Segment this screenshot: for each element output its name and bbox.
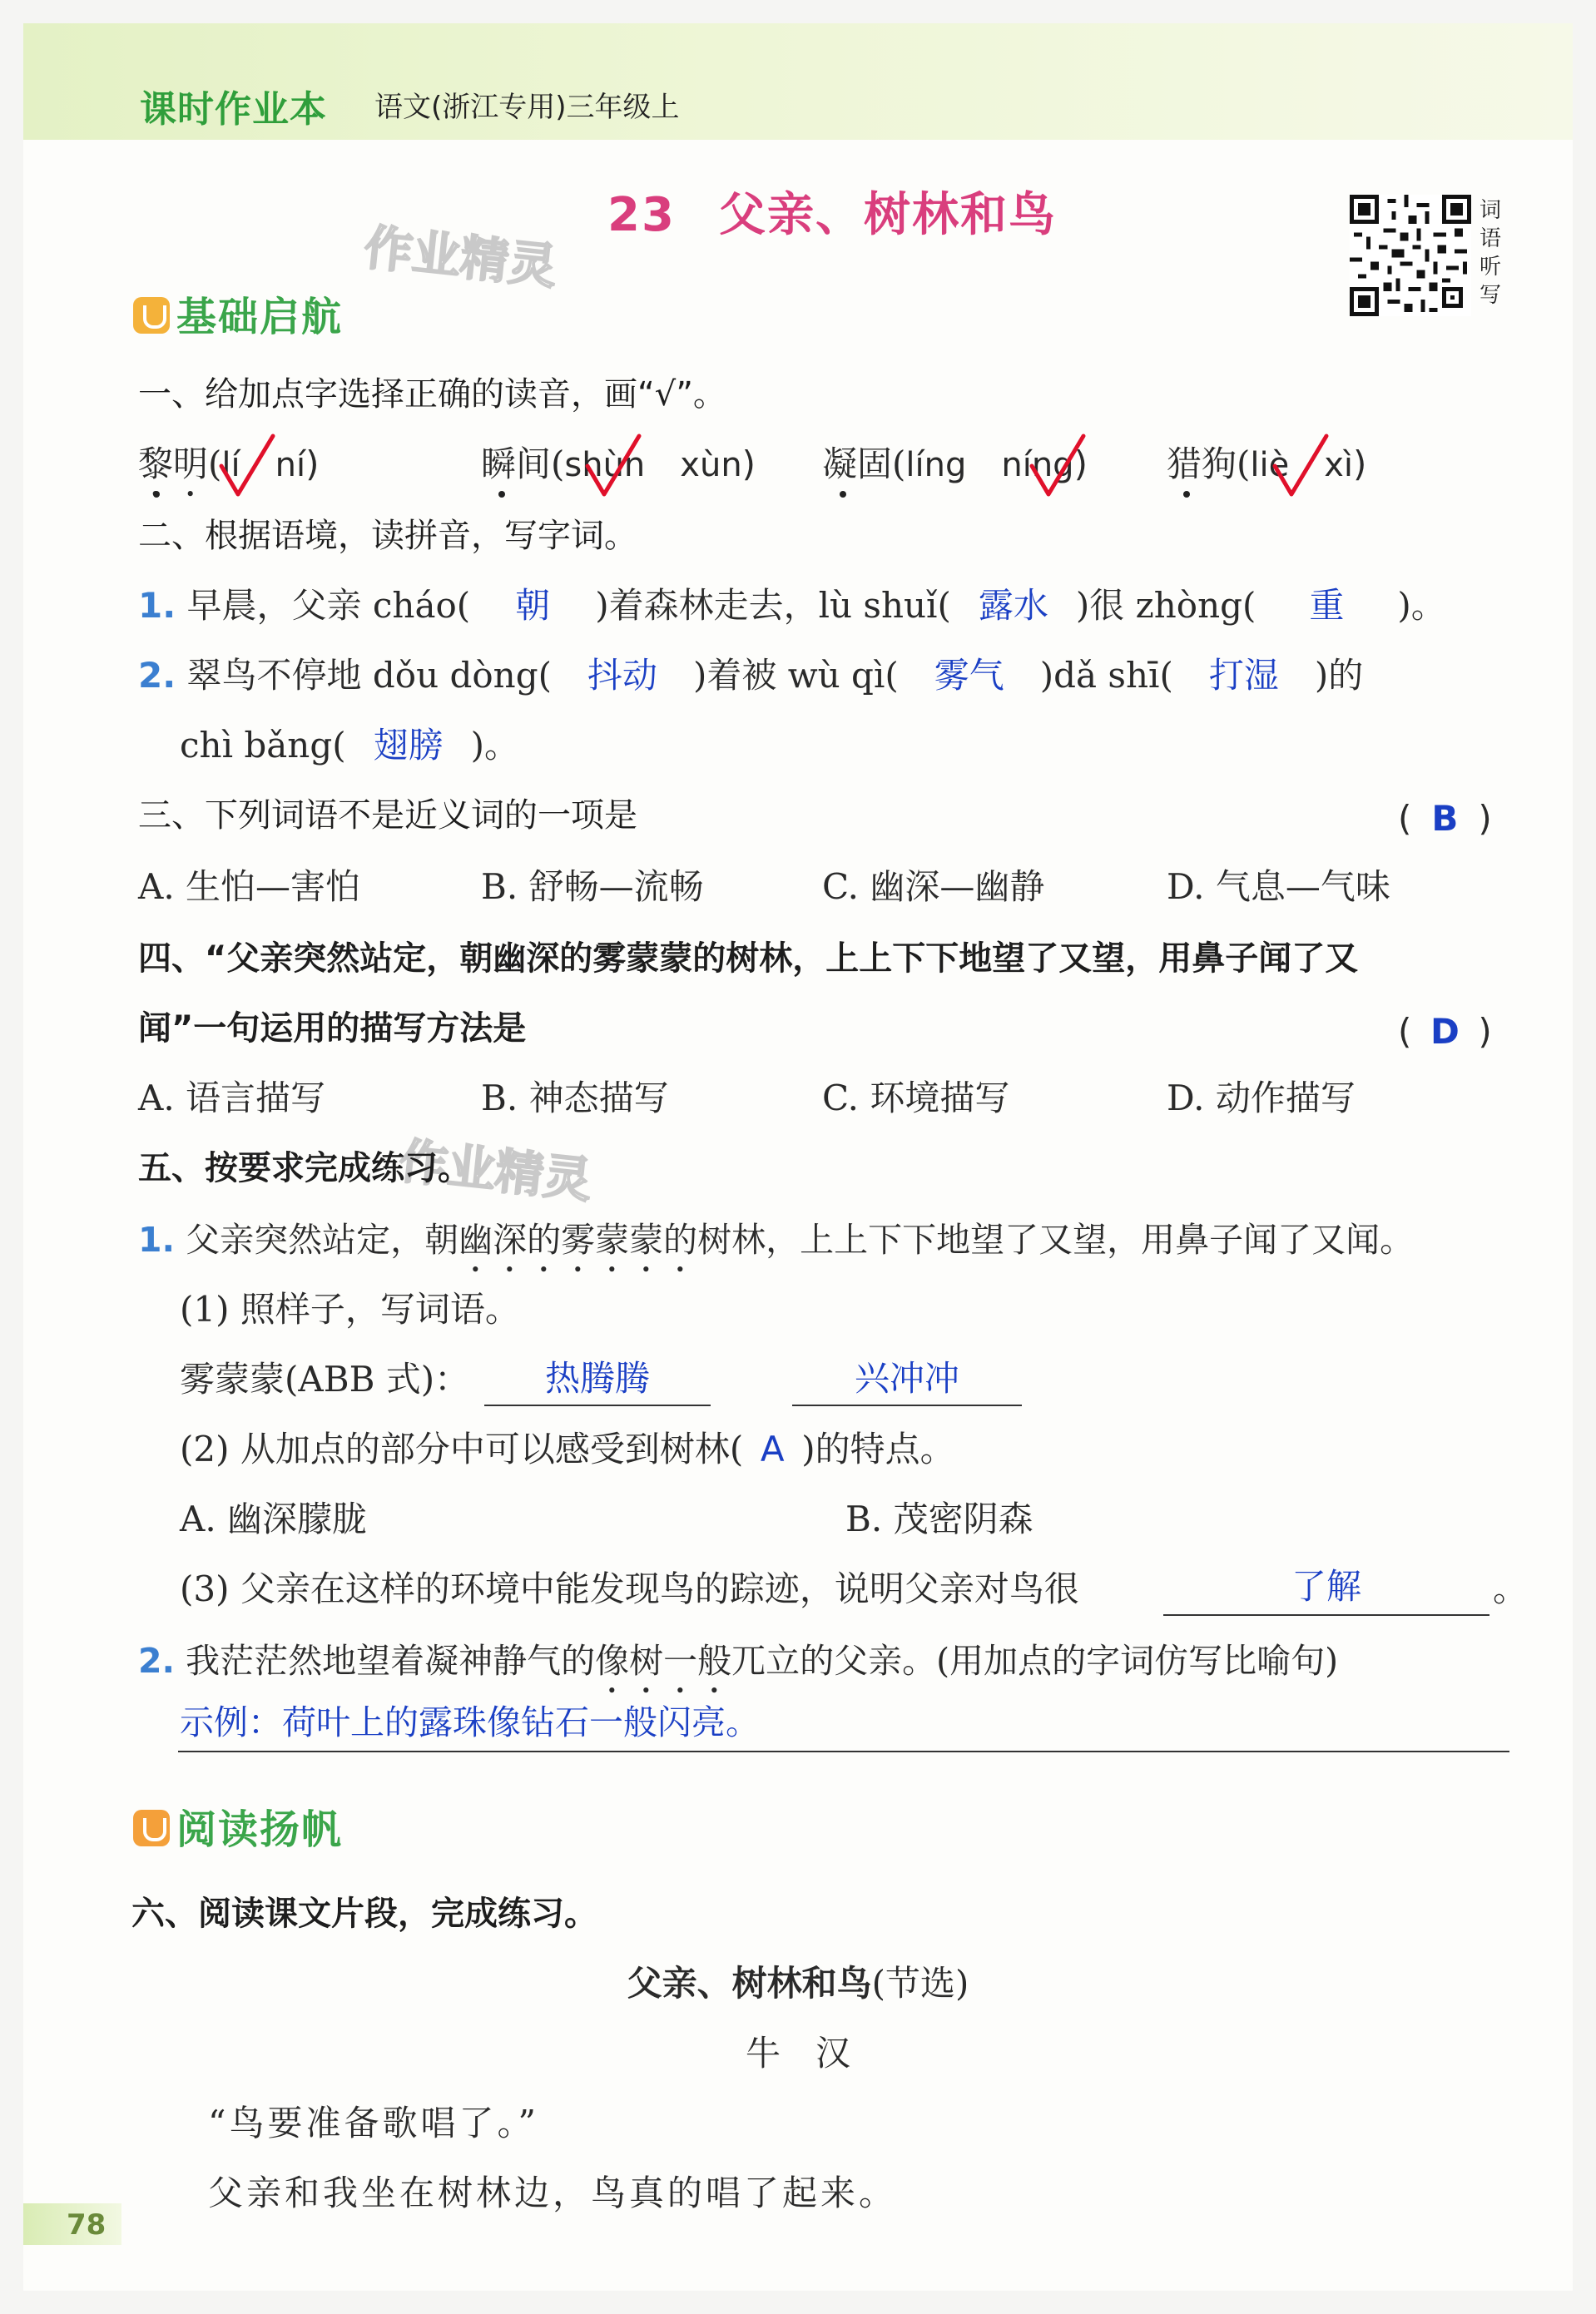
passage-author: 牛 汉 — [745, 2033, 850, 2074]
q3-answer: ( B ) — [1398, 798, 1492, 839]
q1-item-1: 黎明(lí ní) — [138, 443, 320, 484]
checkmark-icon — [1028, 433, 1087, 499]
q3-option: B. 舒畅—流畅 — [481, 866, 704, 907]
answer-blank[interactable]: 热腾腾 — [484, 1358, 711, 1406]
page-number: 78 — [23, 2203, 121, 2245]
q5-sentence-2-answer: 示例：荷叶上的露珠像钻石一般闪亮。 — [180, 1702, 760, 1742]
q5-sentence-2: 2. 我茫茫然地望着凝神静气的像树一般兀立的父亲。(用加点的字词仿写比喻句) — [138, 1641, 1339, 1681]
q4-answer: ( D ) — [1398, 1011, 1492, 1052]
section-title-basic: 基础启航 — [133, 285, 343, 342]
answer-line[interactable] — [178, 1751, 1509, 1752]
q4-heading-1: 四、“父亲突然站定，朝幽深的雾蒙蒙的树林，上上下下地望了又望，用鼻子闻了又 — [138, 939, 1359, 978]
watermark: 作业精灵 — [396, 1132, 595, 1209]
header-brand: 课时作业本 — [140, 88, 327, 131]
q3-option: D. 气息—气味 — [1167, 866, 1390, 907]
q2-heading: 二、根据语境，读拼音，写字词。 — [138, 517, 637, 555]
q4-option: C. 环境描写 — [822, 1078, 1010, 1118]
q1-item-3: 凝固(líng níng) — [822, 443, 1088, 484]
watermark: 作业精灵 — [361, 219, 560, 295]
lesson-name: 父亲、树林和鸟 — [718, 188, 1057, 242]
passage-title: 父亲、树林和鸟(节选) — [627, 1963, 969, 2004]
q4-option: D. 动作描写 — [1167, 1078, 1356, 1118]
q1-item-2: 瞬间(shùn xùn) — [481, 443, 756, 484]
sail-icon — [133, 1810, 170, 1846]
q4-option: B. 神态描写 — [481, 1078, 669, 1118]
q5-heading: 五、按要求完成练习。 — [138, 1149, 471, 1187]
lesson-number: 23 — [607, 188, 676, 242]
passage-paragraph: “鸟要准备歌唱了。” — [208, 2103, 539, 2143]
section-title-reading: 阅读扬帆 — [133, 1797, 343, 1855]
q5-part-3-end: 。 — [1493, 1568, 1529, 1609]
qr-label: 词语听写 — [1480, 198, 1502, 308]
q5-sentence-1: 1. 父亲突然站定，朝幽深的雾蒙蒙的树林，上上下下地望了又望，用鼻子闻了又闻。 — [138, 1220, 1415, 1260]
q2-line-1: 1. 早晨，父亲 cháo( 朝 )着森林走去，lù shuǐ( 露水 )很 zhòng( 重 )。 — [138, 585, 1446, 626]
q3-heading: 三、下列词语不是近义词的一项是 — [138, 796, 637, 835]
answer-blank[interactable]: 兴冲冲 — [792, 1358, 1022, 1406]
q6-heading: 六、阅读课文片段，完成练习。 — [131, 1895, 597, 1933]
checkmark-icon — [584, 433, 642, 499]
q1-heading: 一、给加点字选择正确的读音，画“√”。 — [138, 375, 726, 414]
answer-blank[interactable]: 了解 — [1163, 1568, 1489, 1616]
q5-part-2: (2) 从加点的部分中可以感受到树林( A )的特点。 — [180, 1429, 955, 1469]
q5-part-3: (3) 父亲在这样的环境中能发现鸟的踪迹，说明父亲对鸟很 — [180, 1568, 1079, 1609]
q4-heading-2: 闻”一句运用的描写方法是 — [138, 1009, 527, 1048]
checkmark-icon — [218, 433, 276, 499]
checkmark-icon — [1271, 433, 1330, 499]
passage-paragraph: 父亲和我坐在树林边，鸟真的唱了起来。 — [208, 2173, 898, 2213]
q5-part-2-option: B. 茂密阴森 — [845, 1499, 1033, 1539]
q5-part-1-label: 雾蒙蒙(ABB 式)： — [180, 1359, 470, 1400]
q4-option: A. 语言描写 — [138, 1078, 326, 1118]
q2-line-3: chì bǎng( 翅膀 )。 — [180, 725, 519, 766]
q3-option: A. 生怕—害怕 — [138, 866, 361, 907]
q5-part-1: (1) 照样子，写词语。 — [180, 1289, 520, 1330]
header-subtitle: 语文(浙江专用)三年级上 — [374, 91, 680, 124]
q5-part-2-option: A. 幽深朦胧 — [180, 1499, 368, 1539]
q2-line-2: 2. 翠鸟不停地 dǒu dòng( 抖动 )着被 wù qì( 雾气 )dǎ shī( 打湿 )的 — [138, 655, 1364, 696]
q1-item-4: 猎狗(liè xì) — [1167, 443, 1367, 484]
q3-option: C. 幽深—幽静 — [822, 866, 1045, 907]
